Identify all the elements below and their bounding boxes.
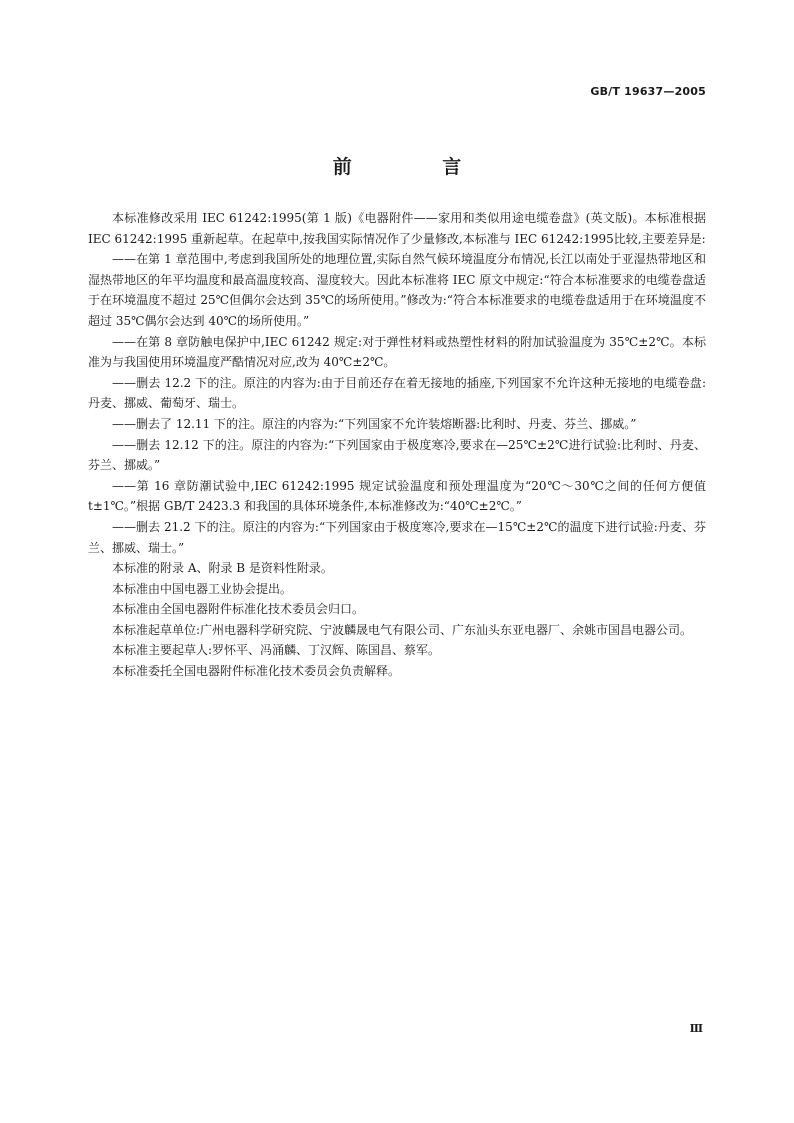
paragraph-drafting-units: 本标准起草单位:广州电器科学研究院、宁波麟晟电气有限公司、广东汕头东亚电器厂、余姚市国昌电器公司。 bbox=[112, 622, 693, 637]
page-title: 前 言 bbox=[332, 156, 504, 178]
foreword-body bbox=[88, 208, 706, 682]
paragraph-diff-12-12: ——删去 12.12 下的注。原注的内容为:“下列国家由于极度寒冷,要求在—25℃±2℃进行试验:比利时、丹麦、芬兰、挪威。” bbox=[88, 437, 706, 473]
paragraph-diff-21-2: ——删去 21.2 下的注。原注的内容为:“下列国家由于极度寒冷,要求在—15℃±2℃的温度下进行试验:丹麦、芬兰、挪威、瑞士。” bbox=[88, 519, 706, 555]
paragraph-drafters: 本标准主要起草人:罗怀平、冯涌麟、丁汉辉、陈国昌、蔡军。 bbox=[112, 643, 441, 658]
standard-number: GB/T 19637—2005 bbox=[590, 85, 706, 98]
paragraph-administrator: 本标准由全国电器附件标准化技术委员会归口。 bbox=[112, 602, 365, 617]
paragraph-adoption-statement: 本标准修改采用 IEC 61242:1995(第 1 版)《电器附件——家用和类似用途电缆卷盘》(英文版)。本标准根据 IEC 61242:1995 重新起草。在起草中,按我国实际情况作了少量修改,本标准与 IEC 61242:1995比较,主要差异是: bbox=[88, 211, 706, 246]
paragraph-diff-12-2: ——删去 12.2 下的注。原注的内容为:由于目前还存在着无接地的插座,下列国家不允许这种无接地的电缆卷盘:丹麦、挪威、葡萄牙、瑞士。 bbox=[88, 375, 706, 411]
paragraph-diff-humidity-test: ——第 16 章防潮试验中,IEC 61242:1995 规定试验温度和预处理温度为“20℃～30℃之间的任何方便值 t±1℃。”根据 GB/T 2423.3 和我国的具体环境条件,本标准修改为:“40℃±2℃。” bbox=[88, 478, 706, 514]
page-number: Ⅲ bbox=[689, 1022, 703, 1035]
paragraph-diff-12-11: ——删去了 12.11 下的注。原注的内容为:“下列国家不允许装熔断器:比利时、丹麦、芬兰、挪威。” bbox=[112, 416, 637, 431]
paragraph-interpretation: 本标准委托全国电器附件标准化技术委员会负责解释。 bbox=[112, 664, 401, 679]
paragraph-diff-shock-protection: ——在第 8 章防触电保护中,IEC 61242 规定:对于弹性材料或热塑性材料的附加试验温度为 35℃±2℃。本标准为与我国使用环境温度严酷情况对应,改为 40℃±2℃。 bbox=[88, 334, 706, 370]
paragraph-annexes: 本标准的附录 A、附录 B 是资料性附录。 bbox=[112, 561, 333, 576]
paragraph-proposer: 本标准由中国电器工业协会提出。 bbox=[112, 581, 293, 596]
paragraph-diff-scope: ——在第 1 章范围中,考虑到我国所处的地理位置,实际自然气候环境温度分布情况,长江以南处于亚湿热带地区和湿热带地区的年平均温度和最高温度较高、湿度较大。因此本标准将 IEC 原文中规定:“符合本标准要求的电缆卷盘适于在环境温度不超过 25℃但偶尔会达到 35℃的场所使用。”修改为:“符合本标准要求的电缆卷盘适用于在环境温度不超过 35℃偶尔会达到 40℃的场所使用。” bbox=[88, 252, 706, 328]
